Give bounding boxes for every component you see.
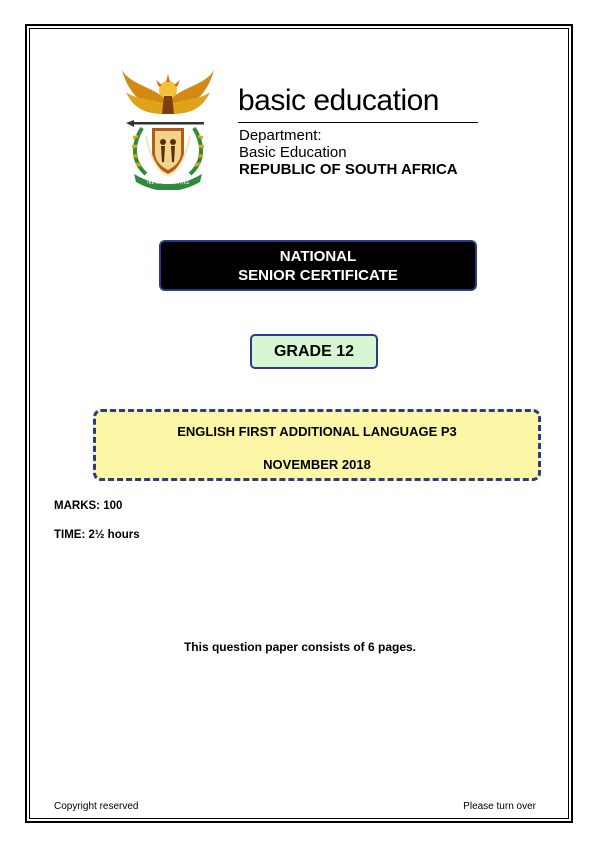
grade-badge: GRADE 12	[250, 334, 378, 369]
department-label: Department:	[239, 127, 322, 144]
exam-date: NOVEMBER 2018	[263, 457, 371, 472]
coat-of-arms-icon	[120, 66, 216, 190]
department-name: Basic Education	[239, 144, 347, 161]
page-count-note: This question paper consists of 6 pages.	[183, 640, 417, 654]
brand-logo-text	[238, 84, 439, 118]
turn-over-notice: Please turn over	[463, 801, 536, 812]
marks-label: MARKS: 100	[54, 500, 123, 512]
certificate-banner	[159, 240, 477, 291]
copyright-notice: Copyright reserved	[54, 801, 139, 812]
certificate-line2: SENIOR CERTIFICATE	[238, 266, 398, 284]
brand-divider	[238, 122, 478, 123]
certificate-line1: NATIONAL	[279, 247, 357, 265]
subject-panel	[93, 409, 541, 481]
country-name: REPUBLIC OF SOUTH AFRICA	[239, 161, 458, 178]
subject-title: ENGLISH FIRST ADDITIONAL LANGUAGE P3	[177, 424, 457, 439]
time-label: TIME: 2½ hours	[54, 529, 140, 541]
brand-name: basic education	[238, 84, 439, 117]
crest-motto: !KE E: /XARRA //KE	[146, 181, 190, 186]
